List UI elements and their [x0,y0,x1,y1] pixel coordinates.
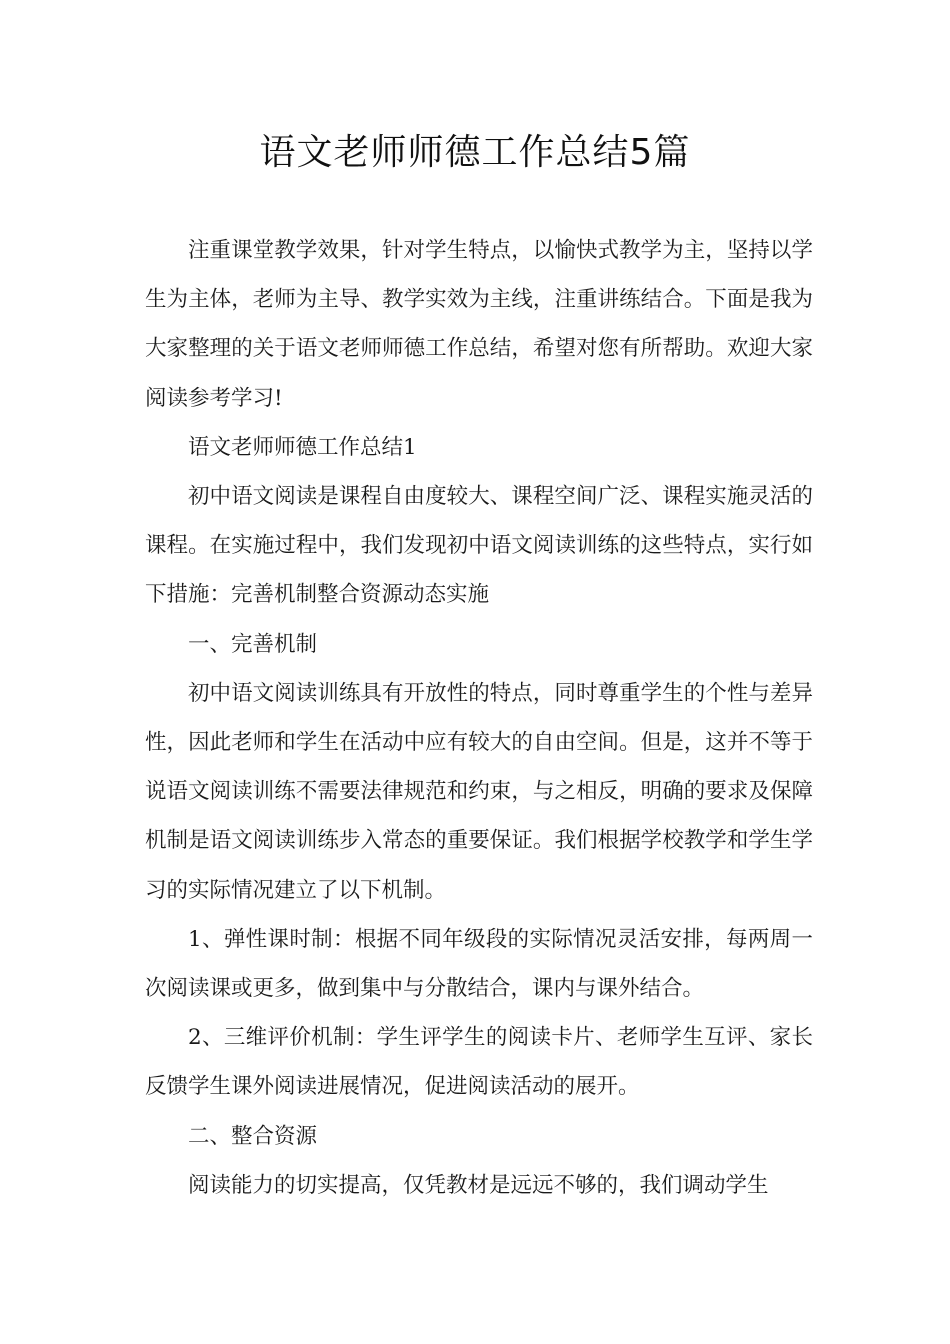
section-heading-1: 一、完善机制 [188,631,318,657]
paragraph-intro: 注重课堂教学效果，针对学生特点，以愉快式教学为主，坚持以学生为主体，老师为主导、教学实效为主线，注重讲练结合。下面是我为大家整理的关于语文老师师德工作总结，希望对您有所帮助。欢迎大家阅读参考学习! [145,238,813,411]
document-body [145,226,813,1210]
section-heading-summary-1: 语文老师师德工作总结1 [188,434,417,460]
section-heading-2: 二、整合资源 [188,1123,318,1149]
document-title: 语文老师师德工作总结5篇 [259,132,691,173]
paragraph: 初中语文阅读训练具有开放性的特点，同时尊重学生的个性与差异性，因此老师和学生在活动中应有较大的自由空间。但是，这并不等于说语文阅读训练不需要法律规范和约束，与之相反，明确的要求及保障机制是语文阅读训练步入常态的重要保证。我们根据学校教学和学生学习的实际情况建立了以下机制。 [145,680,813,903]
list-item: 2、三维评价机制：学生评学生的阅读卡片、老师学生互评、家长反馈学生课外阅读进展情况，促进阅读活动的展开。 [145,1025,813,1100]
paragraph: 阅读能力的切实提高，仅凭教材是远远不够的，我们调动学生 [188,1172,769,1198]
paragraph: 初中语文阅读是课程自由度较大、课程空间广泛、课程实施灵活的课程。在实施过程中，我们发现初中语文阅读训练的这些特点，实行如下措施：完善机制整合资源动态实施 [145,484,813,608]
list-item: 1、弹性课时制：根据不同年级段的实际情况灵活安排，每两周一次阅读课或更多，做到集中与分散结合，课内与课外结合。 [145,926,813,1002]
